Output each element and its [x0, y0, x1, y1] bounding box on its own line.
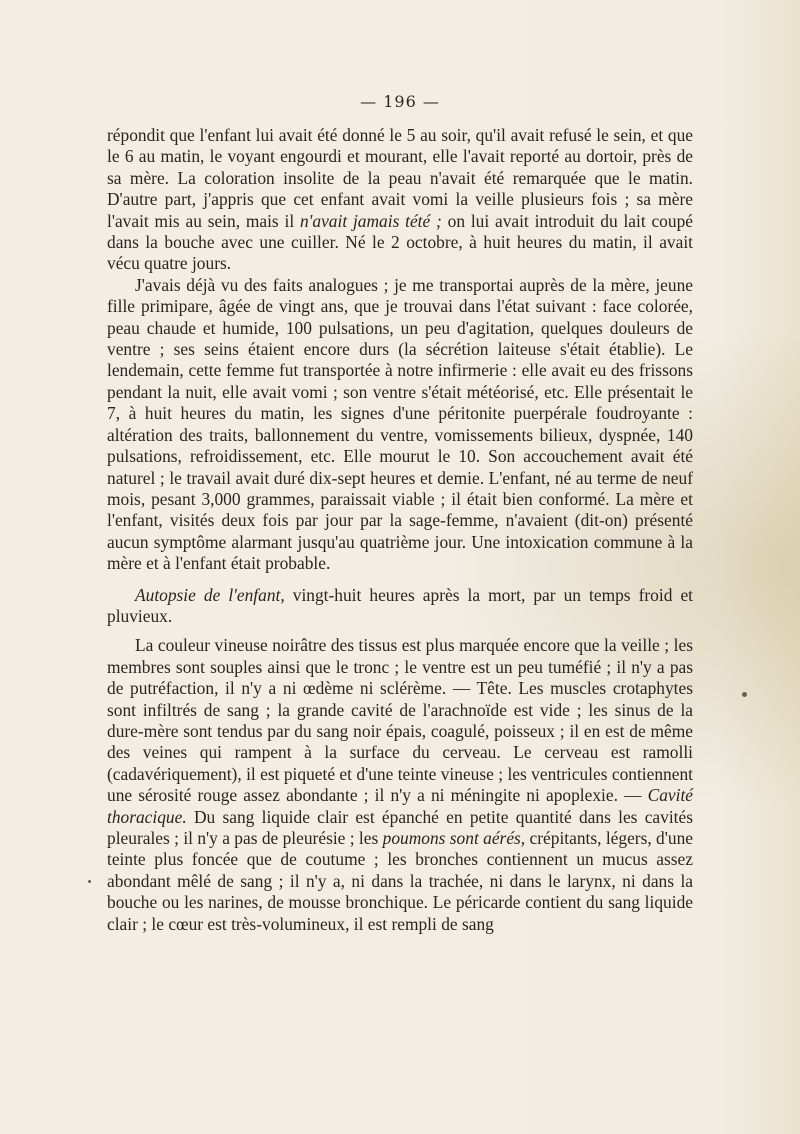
body-text: [107, 125, 693, 935]
paragraph-1-end: on lui avait introduit du lait coupé dans la bouche avec une cuiller. Né le 2 octobre, à huit heures du matin, il avait vécu quatre jours.: [107, 210, 693, 274]
paragraph-4-emphasis-poumons: poumons sont aérés,: [382, 828, 526, 848]
section-heading-label: Autopsie de l'enfant,: [135, 584, 285, 605]
paragraph-2: J'avais déjà vu des faits analogues ; je me transportai auprès de la mère, jeune fille primipare, âgée de vingt ans, que je trouvai dans l'état suivant : face colorée, peau chaude et humide, 100 pulsations, un peu d'agitation, quelques douleurs de ventre ; ses seins étaient encore durs (la sécrétion laiteuse s'était établie). Le lendemain, cette femme fut transportée à notre infirmerie : elle avait eu des frissons pendant la nuit, elle avait vomi ; son ventre s'était météorisé, etc. Elle présentait le 7, à huit heures du matin, les signes d'une péritonite puerpérale foudroyante : altération des traits, ballonnement du ventre, vomissements bilieux, dyspnée, 140 pulsations, refroidissement, etc. Elle mourut le 10. Son accouchement avait été naturel ; le travail avait duré dix-sept heures et demie. L'enfant, né au terme de neuf mois, pesant 3,000 grammes, paraissait viable ; il était bien conformé. La mère et l'enfant, visités deux fois par jour par la sage-femme, n'avaient (dit-on) présenté aucun symptôme alarmant jusqu'au quatrième jour. Une intoxication commune à la mère et à l'enfant était probable.: [107, 274, 693, 574]
paragraph-4-text: La couleur vineuse noirâtre des tissus est plus marquée encore que la veille ; les membres sont souples ainsi que le tronc ; le ventre est un peu tuméfié ; il n'y a pas de putréfaction, il n'y a ni œdème ni sclérème. — Tête. Les muscles crotaphytes sont infiltrés de sang ; la grande cavité de l'arachnoïde est vide ; les sinus de la dure-mère sont tendus par du sang noir épais, coagulé, poisseux ; il en est de même des veines qui rampent à la surface du cerveau. Le cerveau est ramolli (cadavériquement), il est piqueté et d'une teinte vineuse ; les ventricules contiennent une sérosité rouge assez abondante ; il n'y a ni méningite ni apoplexie. —: [107, 635, 693, 806]
paragraph-4: [107, 635, 693, 935]
paragraph-4-emphasis-thorax: Cavité thoracique.: [107, 785, 693, 827]
page-number: — 196 —: [360, 92, 440, 111]
section-heading-autopsie: [107, 585, 693, 628]
section-heading-text: vingt-huit heures après la mort, par un temps froid et pluvieux.: [107, 584, 693, 626]
paragraph-4-middle: Du sang liquide clair est épanché en petite quantité dans les cavités pleurales ; il n'y a pas de pleurésie ; les: [107, 806, 693, 848]
paragraph-1: [107, 125, 693, 275]
paragraph-1-text: répondit que l'enfant lui avait été donné le 5 au soir, qu'il avait refusé le sein, et que le 6 au matin, le voyant engourdi et mourant, elle l'avait reporté au dortoir, près de sa mère. La coloration insolite de la peau n'avait été remarquée que le matin. D'autre part, j'appris que cet enfant avait vomi la veille plusieurs fois ; sa mère l'avait mis au sein, mais il: [107, 125, 693, 231]
ink-speck: [88, 880, 91, 883]
paragraph-1-emphasis: n'avait jamais tété ;: [299, 210, 442, 231]
ink-speck: [742, 692, 747, 697]
paragraph-4-end: crépitants, légers, d'une teinte plus foncée que de coutume ; les bronches contiennent un mucus assez abondant mêlé de sang ; il n'y a, ni dans la trachée, ni dans le larynx, ni dans la bouche ou les narines, de mousse bronchique. Le péricarde contient du sang liquide clair ; le cœur est très-volumineux, il est rempli de sang: [107, 828, 693, 934]
